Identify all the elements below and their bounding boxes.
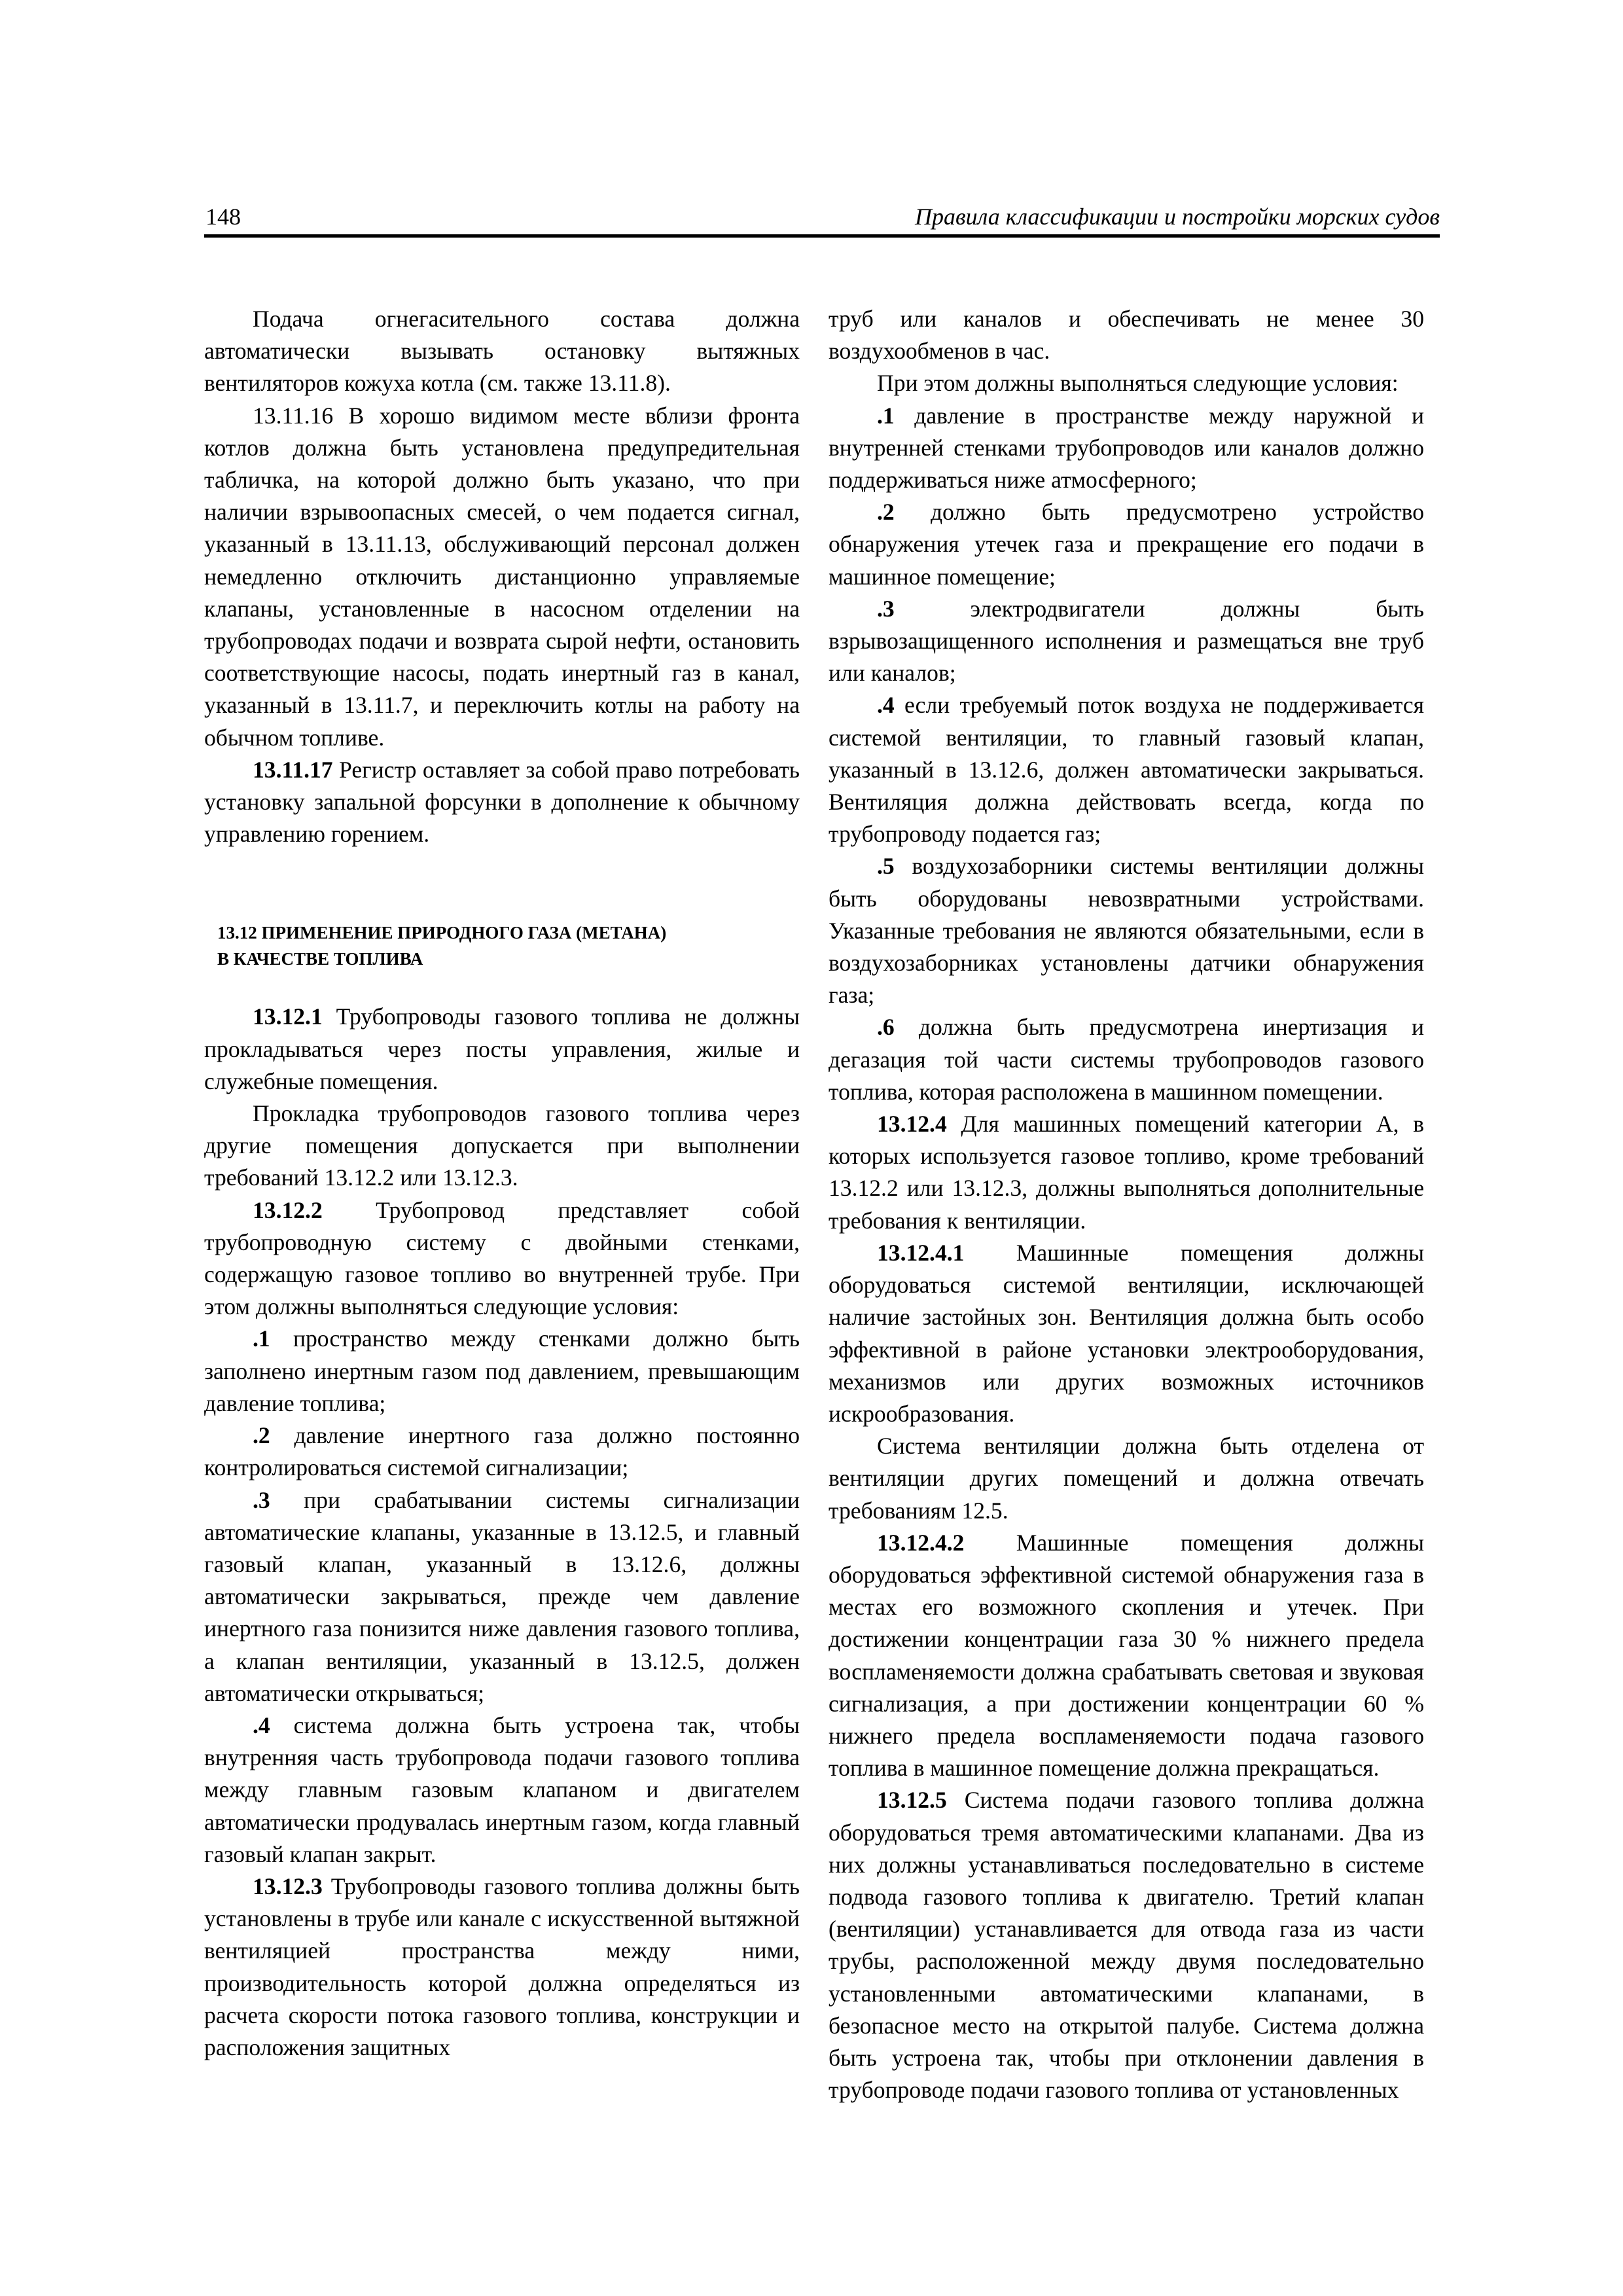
paragraph: Система вентиляции должна быть отделена от вентиляции других помещений и должна отвечать требованиям 12.5.: [829, 1433, 1424, 1524]
paragraph-13-12-4: 13.12.4 Для машинных помещений категории А, в которых используется газовое топливо, кроме требований 13.12.2 или 13.12.3, должны выполняться дополнительные требования к вентиляции.: [829, 1111, 1424, 1234]
paragraph-13-11-16: 13.11.16 В хорошо видимом месте вблизи фронта котлов должна быть установлена предупредительная табличка, на которой должно быть указано, что при наличии взрывоопасных смесей, о чем подается сигнал, указанный в 13.11.13, обслуживающий персонал должен немедленно отключить дистанционно управляемые клапаны, установленные в насосном отделении на трубопроводах подачи и возврата сырой нефти, остановить соответствующие насосы, подать инертный газ в канал, указанный в 13.11.7, и переключить котлы на работу на обычном топливе.: [204, 402, 800, 751]
item-number: .3: [253, 1486, 270, 1513]
section-heading: 13.12 ПРИМЕНЕНИЕ ПРИРОДНОГО ГАЗА (МЕТАНА) В КАЧЕСТВЕ ТОПЛИВА: [217, 923, 667, 969]
list-item: .2 давление инертного газа должно постоянно контролироваться системой сигнализации;: [204, 1422, 800, 1481]
paragraph-continued: труб или каналов и обеспечивать не менее 30 воздухообменов в час.: [829, 306, 1424, 365]
paragraph-13-12-2: 13.12.2 Трубопровод представляет собой трубопроводную систему с двойными стенками, содержащую газовое топливо во внутренней трубе. При этом должны выполняться следующие условия:: [204, 1196, 800, 1320]
clause-number: 13.12.3: [253, 1873, 323, 1899]
item-number: .4: [253, 1712, 270, 1738]
page-number: 148: [205, 204, 241, 230]
paragraph-13-12-4-1: 13.12.4.1 Машинные помещения должны оборудоваться системой вентиляции, исключающей наличие застойных зон. Вентиляция должна быть особо эффективной в районе установки электрооборудования, механизмов или других возможных источников искрообразования.: [829, 1239, 1424, 1427]
clause-number: 13.12.2: [253, 1196, 323, 1223]
paragraph-13-12-1: 13.12.1 Трубопроводы газового топлива не должны прокладываться через посты управления, жилые и служебные помещения.: [204, 1003, 800, 1094]
list-item: .4 система должна быть устроена так, чтобы внутренняя часть трубопровода подачи газового топлива между главным газовым клапаном и двигателем автоматически продувалась инертным газом, когда главный газовый клапан закрыт.: [204, 1712, 800, 1867]
paragraph: Подача огнегасительного состава должна автоматически вызывать остановку вытяжных вентиляторов кожуха котла (см. также 13.11.8).: [204, 306, 800, 397]
clause-number: 13.11.17: [253, 756, 333, 783]
page-header: [204, 200, 1440, 238]
item-number: .2: [253, 1422, 270, 1449]
item-number: .3: [877, 595, 895, 622]
clause-number: 13.12.4: [877, 1111, 947, 1138]
right-column: [829, 303, 1424, 2106]
paragraph-13-11-17: 13.11.17 Регистр оставляет за собой право потребовать установку запальной форсунки в дополнение к обычному управлению горением.: [204, 756, 800, 848]
list-item: .4 если требуемый поток воздуха не поддерживается системой вентиляции, то главный газовый клапан, указанный в 13.12.6, должен автоматически закрываться. Вентиляция должна действовать всегда, когда по трубопроводу подается газ;: [829, 692, 1424, 848]
paragraph-13-12-4-2: 13.12.4.2 Машинные помещения должны оборудоваться эффективной системой обнаружения газа в местах его возможного скопления и утечек. При достижении концентрации газа 30 % нижнего предела воспламеняемости должна срабатывать световая и звуковая сигнализация, а при достижении концентрации 60 % нижнего предела воспламеняемости подача газового топлива в машинное помещение должна прекращаться.: [829, 1529, 1424, 1782]
clause-number: 13.12.4.1: [877, 1239, 965, 1266]
list-item: .3 при срабатывании системы сигнализации автоматические клапаны, указанные в 13.12.5, и главный газовый клапан, указанный в 13.12.6, должны автоматически закрываться, прежде чем давление инертного газа понизится ниже давления газового топлива, а клапан вентиляции, указанный в 13.12.5, должен автоматически открываться;: [204, 1486, 800, 1706]
left-column: [204, 303, 800, 2064]
paragraph: При этом должны выполняться следующие условия:: [877, 370, 1399, 397]
paragraph-13-12-3: 13.12.3 Трубопроводы газового топлива должны быть установлены в трубе или канале с искусственной вытяжной вентиляцией пространства между ними, производительность которой должна определяться из расчета скорости потока газового топлива, конструкции и расположения защитных: [204, 1873, 800, 2060]
item-number: .2: [877, 499, 895, 526]
list-item: .6 должна быть предусмотрена инертизация и дегазация той части системы трубопроводов газового топлива, которая расположена в машинном помещении.: [829, 1014, 1424, 1105]
list-item: .1 давление в пространстве между наружной и внутренней стенками трубопроводов или каналов должно поддерживаться ниже атмосферного;: [829, 402, 1424, 493]
clause-number: 13.12.4.2: [877, 1529, 965, 1556]
clause-number: 13.12.1: [253, 1003, 323, 1030]
clause-number: 13.12.5: [877, 1787, 947, 1814]
item-number: .1: [877, 402, 895, 429]
item-number: .4: [877, 692, 895, 719]
list-item: .1 пространство между стенками должно быть заполнено инертным газом под давлением, превышающим давление топлива;: [204, 1325, 800, 1416]
item-number: .1: [253, 1325, 270, 1352]
item-number: .6: [877, 1014, 895, 1041]
list-item: .3 электродвигатели должны быть взрывозащищенного исполнения и размещаться вне труб или каналов;: [829, 595, 1424, 687]
spacer: [204, 972, 800, 1001]
list-item: .2 должно быть предусмотрено устройство обнаружения утечек газа и прекращение его подачи в машинное помещение;: [829, 499, 1424, 590]
running-title: Правила классификации и постройки морских судов: [915, 204, 1440, 230]
paragraph: Прокладка трубопроводов газового топлива через другие помещения допускается при выполнении требований 13.12.2 или 13.12.3.: [204, 1100, 800, 1191]
item-number: .5: [877, 853, 895, 880]
spacer: [204, 850, 800, 920]
list-item: .5 воздухозаборники системы вентиляции должны быть оборудованы невозвратными устройствами. Указанные требования не являются обязательными, если в воздухозаборниках установлены датчики обнаружения газа;: [829, 853, 1424, 1009]
paragraph-13-12-5: 13.12.5 Система подачи газового топлива должна оборудоваться тремя автоматическими клапанами. Два из них должны устанавливаться последовательно в системе подвода газового топлива к двигателю. Третий клапан (вентиляции) устанавливается для отвода газа из части трубы, расположенной между двумя последовательно установленными автоматическими клапанами, в безопасное место на открытой палубе. Система должна быть устроена так, чтобы при отклонении давления в трубопроводе подачи газового топлива от установленных: [829, 1787, 1424, 2104]
